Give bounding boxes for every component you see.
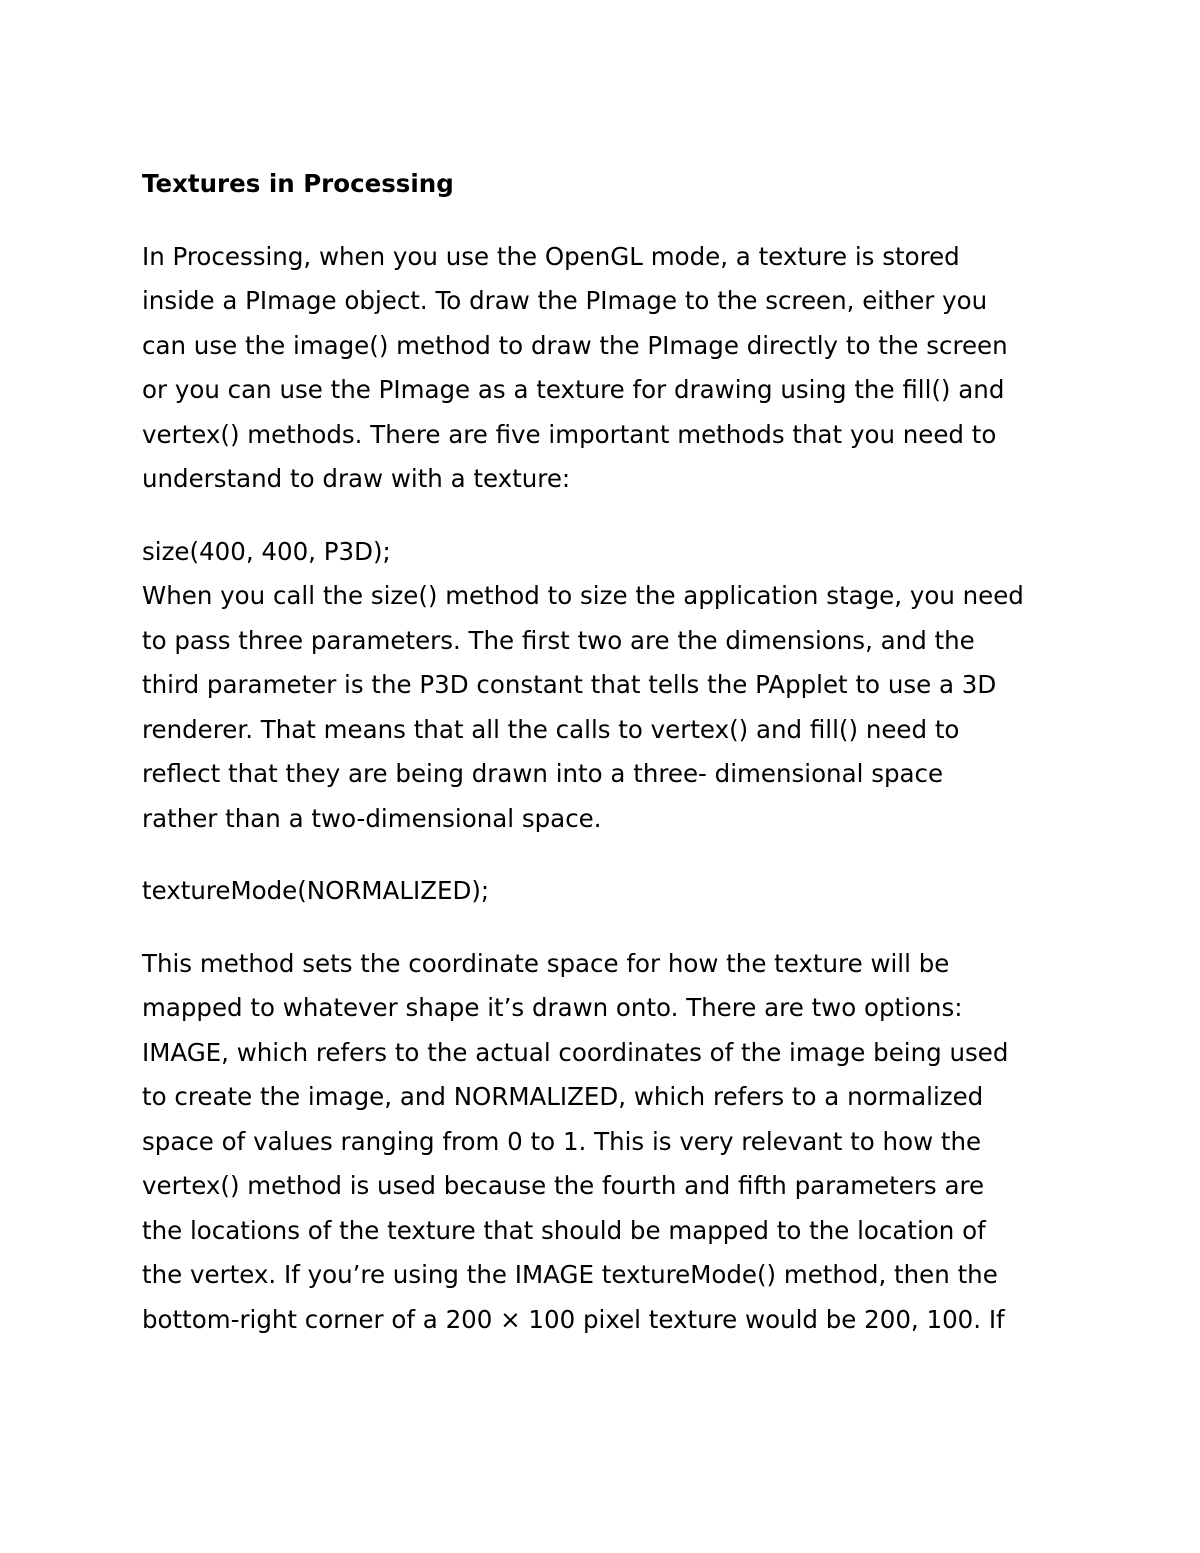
text-line: understand to draw with a texture: [142,464,571,493]
paragraph-texture-mode-explanation [142,942,1072,1343]
paragraph-intro [142,235,1072,502]
text-line: inside a PImage object. To draw the PImage to the screen, either you [142,286,988,315]
text-line: reflect that they are being drawn into a three- dimensional space [142,759,944,788]
code-size-call: size(400, 400, P3D); [142,536,391,566]
text-line: can use the image() method to draw the PImage directly to the screen [142,330,1008,360]
paragraph-size-explanation [142,574,1072,841]
text-line: bottom-right corner of a 200 × 100 pixel texture would be 200, 100. If [142,1304,1005,1334]
text-line: vertex() method is used because the fourth and fifth parameters are [142,1171,985,1200]
text-line: rather than a two-dimensional space. [142,803,602,833]
code-texture-mode-call: textureMode(NORMALIZED); [142,876,490,905]
text-line: In Processing, when you use the OpenGL mode, a texture is stored [142,241,960,271]
text-line: to pass three parameters. The first two are the dimensions, and the [142,625,975,655]
document-title: Textures in Processing [142,169,454,198]
spacer [142,914,1072,942]
text-line: IMAGE, which refers to the actual coordinates of the image being used [142,1037,1009,1067]
text-line: renderer. That means that all the calls to vertex() and fill() need to [142,714,960,744]
spacer [142,841,1072,869]
text-line: third parameter is the P3D constant that tells the PApplet to use a 3D [142,670,997,699]
text-line: vertex() methods. There are five important methods that you need to [142,419,997,449]
text-line: mapped to whatever shape it’s drawn onto. There are two options: [142,993,963,1022]
text-line: to create the image, and NORMALIZED, which refers to a normalized [142,1082,984,1111]
text-line: the locations of the texture that should be mapped to the location of [142,1215,986,1245]
text-line: This method sets the coordinate space for how the texture will be [142,948,950,978]
spacer [142,502,1072,530]
document-body [142,162,1072,1342]
text-line: the vertex. If you’re using the IMAGE textureMode() method, then the [142,1260,998,1289]
spacer [142,207,1072,235]
text-line: or you can use the PImage as a texture for drawing using the fill() and [142,375,1005,404]
text-line: space of values ranging from 0 to 1. This is very relevant to how the [142,1126,982,1156]
text-line: When you call the size() method to size the application stage, you need [142,581,1024,610]
